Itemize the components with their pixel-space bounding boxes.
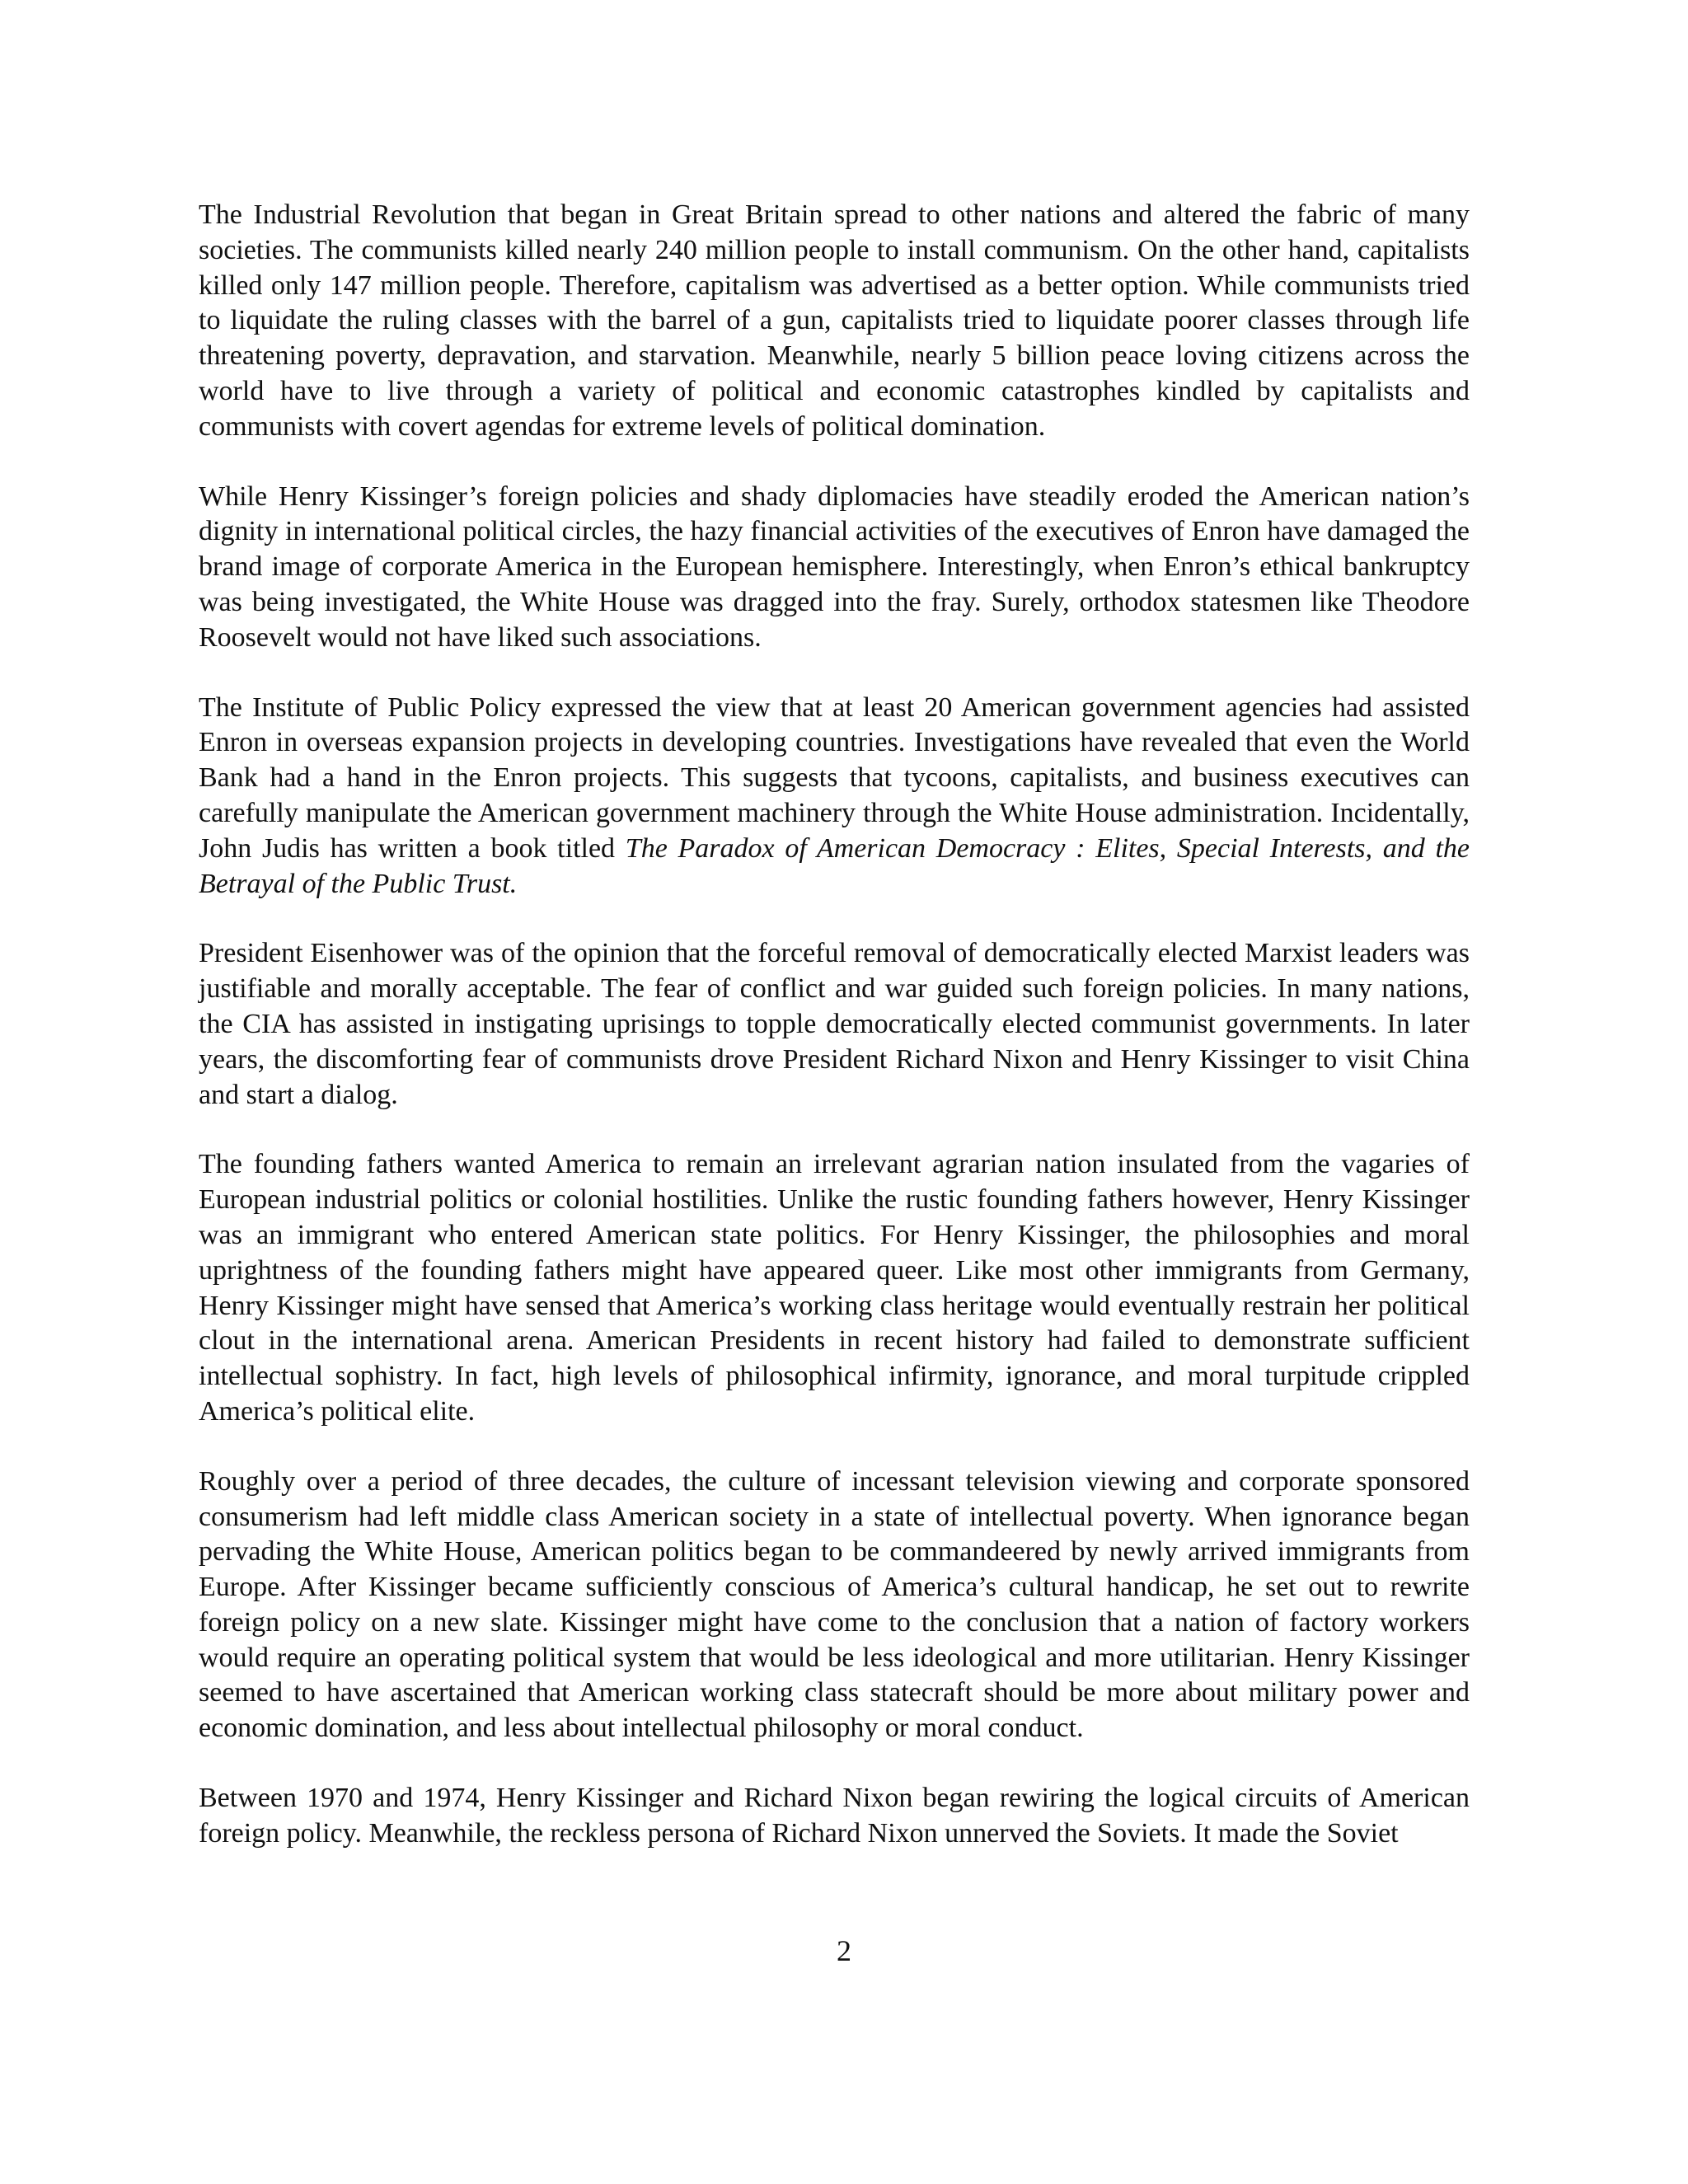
paragraph-three-decades: Roughly over a period of three decades, the culture of incessant television viewing and corporate sponsored consumerism had left middle class American society in a state of intellectual poverty. When ignorance began pervading the White House, American politics began to be commandeered by newly arrived immigrants from Europe. After Kissinger became sufficiently conscious of America’s cultural handicap, he set out to rewrite foreign policy on a new slate. Kissinger might have come to the conclusion that a nation of factory workers would require an operating political system that would be less ideological and more utilitarian. Henry Kissinger seemed to have ascertained that American working class statecraft should be more about military power and economic domination, and less about intellectual philosophy or moral conduct. (199, 1465, 1470, 1744)
paragraph-public-policy (199, 691, 1470, 902)
page-number: 2 (837, 1934, 851, 1967)
paragraph-kissinger-enron: While Henry Kissinger’s foreign policies and shady diplomacies have steadily eroded the American nation’s dignity in international political circles, the hazy financial activities of the executives of Enron have damaged the brand image of corporate America in the European hemisphere. Interestingly, when Enron’s ethical bankruptcy was being investigated, the White House was dragged into the fray. Surely, orthodox statesmen like Theodore Roosevelt would not have liked such associations. (199, 480, 1470, 653)
body-text (199, 198, 1470, 1886)
paragraph-public-policy-text: The Institute of Public Policy expressed the view that at least 20 American government agencies had assisted Enron in overseas expansion projects in developing countries. Investigations have revealed that even the World Bank had a hand in the Enron projects. This suggests that tycoons, capitalists, and business executives can carefully manipulate the American government machinery through the White House administration. Incidentally, John Judis has written a book titled (199, 691, 1470, 864)
paragraph-founding-fathers: The founding fathers wanted America to remain an irrelevant agrarian nation insulated from the vagaries of European industrial politics or colonial hostilities. Unlike the rustic founding fathers however, Henry Kissinger was an immigrant who entered American state politics. For Henry Kissinger, the philosophies and moral uprightness of the founding fathers might have appeared queer. Like most other immigrants from Germany, Henry Kissinger might have sensed that America’s working class heritage would eventually restrain her political clout in the international arena. American Presidents in recent history had failed to demonstrate sufficient intellectual sophistry. In fact, high levels of philosophical infirmity, ignorance, and moral turpitude crippled America’s political elite. (199, 1149, 1470, 1427)
paragraph-industrial-revolution: The Industrial Revolution that began in Great Britain spread to other nations and altered the fabric of many societies. The communists killed nearly 240 million people to install communism. On the other hand, capitalists killed only 147 million people. Therefore, capitalism was advertised as a better option. While communists tried to liquidate the ruling classes with the barrel of a gun, capitalists tried to liquidate poorer classes through life threatening poverty, depravation, and starvation. Meanwhile, nearly 5 billion peace loving citizens across the world have to live through a variety of political and economic catastrophes kindled by capitalists and communists with covert agendas for extreme levels of political domination. (199, 199, 1470, 442)
book-title: The Paradox of American Democracy : Elites, Special Interests, and the Betrayal of the Public Trust. (199, 832, 1470, 899)
paragraph-eisenhower: President Eisenhower was of the opinion that the forceful removal of democratically elected Marxist leaders was justifiable and morally acceptable. The fear of conflict and war guided such foreign policies. In many nations, the CIA has assisted in instigating uprisings to topple democratically elected communist governments. In later years, the discomforting fear of communists drove President Richard Nixon and Henry Kissinger to visit China and start a dialog. (199, 938, 1470, 1110)
paragraph-1970-1974: Between 1970 and 1974, Henry Kissinger and Richard Nixon began rewiring the logical circuits of American foreign policy. Meanwhile, the reckless persona of Richard Nixon unnerved the Soviets. It made the Soviet (199, 1783, 1470, 1849)
